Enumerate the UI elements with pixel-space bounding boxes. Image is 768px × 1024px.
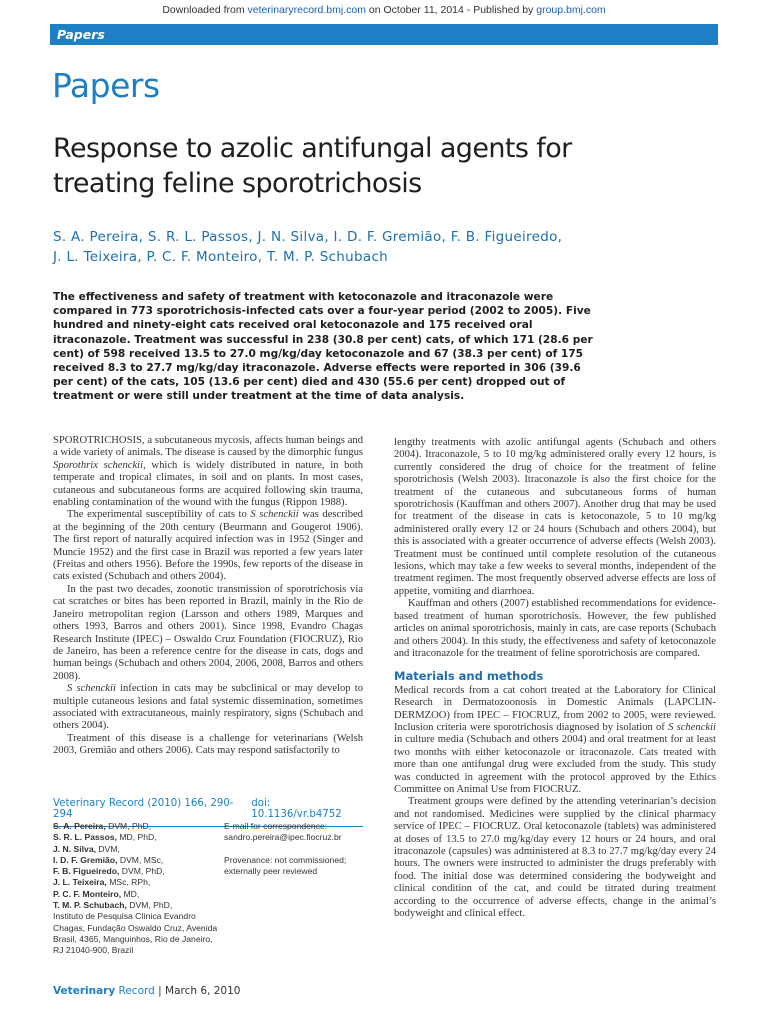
author-name: F. B. Figueiredo, — [53, 866, 120, 877]
download-info-line — [0, 4, 768, 16]
lead-in: SPOROTRICHOSIS — [53, 435, 142, 446]
footer-journal-b: Record — [115, 985, 155, 997]
author-name: T. M. P. Schubach, — [53, 900, 127, 911]
email-address[interactable]: sandro.pereira@ipec.fiocruz.br — [224, 832, 342, 843]
abstract: The effectiveness and safety of treatment with ketoconazole and itraconazole were compared in 773 sporotrichosis-infected cats over a four-year period (2002 to 2005). Five hundred and ninety-eight cats received oral ketoconazole and 175 received oral itraconazole. Treatment was successful in 238 (30.8 per cent) cats, of which 171 (28.6 per cent) of 598 received 13.5 to 27.0 mg/kg/day ketoconazole and 67 (38.3 per cent) of 175 received 8.3 to 27.7 mg/kg/day itraconazole. Adverse effects were reported in 306 (39.6 per cent) of the cats, 105 (13.6 per cent) died and 430 (55.6 per cent) dropped out of treatment or were still under treatment at the time of data analysis. — [53, 291, 593, 403]
author-degrees: DVM, MSc, — [117, 854, 164, 865]
author-name: J. N. Silva, — [53, 843, 96, 854]
author-affiliations — [53, 821, 223, 957]
email-label: E-mail for correspondence: — [224, 821, 328, 831]
doi[interactable]: doi: 10.1136/vr.b4752 — [251, 798, 342, 820]
body-left-column — [53, 435, 363, 758]
section-heading-methods: Materials and methods — [394, 669, 544, 684]
author-list — [53, 227, 693, 267]
author-degrees: DVM, — [96, 843, 120, 854]
species-name: S schenckii — [668, 721, 716, 733]
publisher-link[interactable]: group.bmj.com — [536, 4, 606, 16]
institution-address: Instituto de Pesquisa Clínica Evandro Chagas, Fundação Oswaldo Cruz, Avenida Brasil, 4365, Manguinhos, Rio de Janeiro, RJ 21040-900, Brazil — [53, 911, 218, 956]
text-run: The experimental susceptibility of cats to — [67, 509, 251, 521]
download-prefix: Downloaded from — [162, 4, 248, 16]
author-degrees: DVM, PhD, — [119, 866, 165, 877]
paragraph: Treatment of this disease is a challenge for veterinarians (Welsh 2003, Gremião and others 2006). Cats may respond satisfactorily to — [53, 732, 363, 757]
body-right-column — [394, 437, 716, 920]
author-line-2: J. L. Teixeira, P. C. F. Monteiro, T. M. P. Schubach — [53, 249, 389, 265]
affiliation-entry — [53, 877, 223, 888]
paragraph — [53, 683, 363, 733]
affiliation-entry — [53, 866, 223, 877]
site-link[interactable]: veterinaryrecord.bmj.com — [247, 4, 366, 16]
affiliation-entry — [53, 821, 223, 832]
author-name: I. D. F. Gremião, — [53, 854, 118, 865]
provenance-note: Provenance: not commissioned; externally peer reviewed — [224, 854, 347, 876]
paragraph — [394, 685, 716, 797]
download-middle: on October 11, 2014 - Published by — [365, 4, 537, 16]
section-bar: Papers — [50, 24, 718, 45]
affiliation-entry — [53, 832, 223, 843]
species-name: S schenckii — [250, 509, 299, 521]
paragraph — [53, 435, 363, 509]
affiliation-entry — [53, 855, 223, 866]
author-degrees: MD, — [121, 888, 140, 899]
text-run: , which is widely distributed in nature, in both temperate and tropical climates, in soil and on plants. In most cases, cutaneous and subcutaneous forms are acquired following skin trauma, enabling contamination of the wound with the fungus (Rippon 1988). — [53, 459, 363, 509]
affiliation-entry — [53, 900, 223, 911]
correspondence-block — [224, 821, 374, 877]
paragraph — [53, 509, 363, 583]
author-degrees: DVM, PhD, — [126, 900, 173, 911]
text-run: Medical records from a cat cohort treated at the Laboratory for Clinical Research in Dermatozoonosis in Domestic Animals (LAPCLIN-DERMZOO) from IPEC – FIOCRUZ, from 2002 to 2005, were reviewed. Inclusion criteria were sporotrichosis diagnosed by isolation of — [394, 684, 716, 733]
paragraph: In the past two decades, zoonotic transmission of sporotrichosis via cat scratches or bites has been reported in Brazil, mainly in the Rio de Janeiro metropolitan region (Larsson and others 1989, Marques and others 1993, Barros and others 2001). Since 1998, Evandro Chagas Research Institute (IPEC) – Oswaldo Cruz Foundation (FIOCRUZ), Rio de Janeiro, has been a reference centre for the disease in cats, dogs and human beings (Schubach and others 2004, 2006, 2008, Barros and others 2008). — [53, 583, 363, 682]
author-name: P. C. F. Monteiro, — [53, 888, 122, 899]
author-name: S. R. L. Passos, — [53, 832, 117, 843]
text-run: in culture media (Schubach and others 2004) and oral treatment for at least two months with either ketoconazole or itraconazole. Cats treated with more than one antifungal drug were excluded from the study. This study was conducted in agreement with the protocol approved by the Ethics Committee on Animal Use from FIOCRUZ. — [394, 734, 716, 795]
section-label: Papers — [52, 66, 160, 105]
paragraph: Kauffman and others (2007) established recommendations for evidence-based treatment of human sporotrichosis. However, the few published articles on animal sporotrichosis, mainly in cats, are case reports (Schubach and others 2004). In this study, the effectiveness and safety of ketoconazole and itraconazole for the treatment of feline sporotrichosis are compared. — [394, 598, 716, 659]
text-run: infection in cats may be subclinical or may develop to multiple cutaneous lesions and fatal systemic dissemination, sometimes associated with extracutaneous, mainly respiratory, signs (Schubach and others 2004). — [53, 683, 363, 732]
page-footer — [53, 985, 240, 997]
journal-citation: Veterinary Record (2010) 166, 290-294 — [53, 798, 234, 820]
affiliation-entry — [53, 889, 223, 900]
affiliation-entry — [53, 844, 223, 855]
paragraph: Treatment groups were defined by the attending veterinarian’s decision and not randomised. Medicines were supplied by the clinical pharmacy service of IPEC – FIOCRUZ. Oral ketoconazole (tablets) was administered at doses of 13.5 to 27.0 mg/kg/day every 12 hours or 24 hours, and oral itraconazole (capsules) was administered at 8.3 to 27.7 mg/kg/day every 24 hours. The owners were instructed to administer the drugs preferably with food. The initial dose was determined considering the bodyweight and clinical condition of the cat, and could be titrated during treatment according to the occurrence of adverse effects, change in the animal’s bodyweight and clinical effect. — [394, 796, 716, 920]
author-degrees: MD, PhD, — [117, 832, 157, 843]
footer-journal-a: Veterinary — [53, 985, 116, 997]
author-name: J. L. Teixeira, — [53, 877, 107, 888]
article-title: Response to azolic antifungal agents for treating feline sporotrichosis — [53, 133, 572, 199]
author-degrees: DVM, PhD, — [105, 821, 152, 831]
author-line-1: S. A. Pereira, S. R. L. Passos, J. N. Silva, I. D. F. Gremião, F. B. Figueiredo, — [53, 229, 563, 245]
species-name: S schenckii — [67, 683, 116, 695]
author-name: S. A. Pereira, — [53, 821, 106, 831]
footer-date: | March 6, 2010 — [154, 985, 241, 997]
species-name: Sporothrix schenckii — [53, 459, 144, 471]
paragraph: lengthy treatments with azolic antifungal agents (Schubach and others 2004). Itraconazole, 5 to 10 mg/kg administered orally every 12 hours, is currently considered the drug of choice for the treatment of feline sporotrichosis (Welsh 2003). Itraconazole is also the first choice for the treatment of the cutaneous and subcutaneous forms of human sporotrichosis (Kauffman and others 2007). Another drug that may be used for treatment of the disease in cats is ketoconazole, 5 to 10 mg/kg administered orally every 12 or 24 hours (Schubach and others 2004), but this is associated with a greater occurrence of adverse effects (Welsh 2003). Treatment must be continued until complete resolution of the cutaneous lesions, which may take a few weeks to several months, independent of the treatment regimen. The most frequently observed adverse effects are loss of appetite, vomiting and diarrhoea. — [394, 437, 716, 597]
text-run: , a subcutaneous mycosis, affects human beings and a wide variety of animals. The disease is caused by the dimorphic fungus — [53, 435, 363, 459]
text-run: was described at the beginning of the 20th century (Beurmann and Gougerot 1906). The first report of naturally acquired infection was in 1952 (Singer and Muncie 1952) and the first case in Brazil was reported a few years later (Freitas and others 1956). Before the 1990s, few reports of the disease in cats existed (Schubach and others 2004). — [53, 509, 363, 583]
author-degrees: MSc, RPh, — [106, 877, 151, 888]
